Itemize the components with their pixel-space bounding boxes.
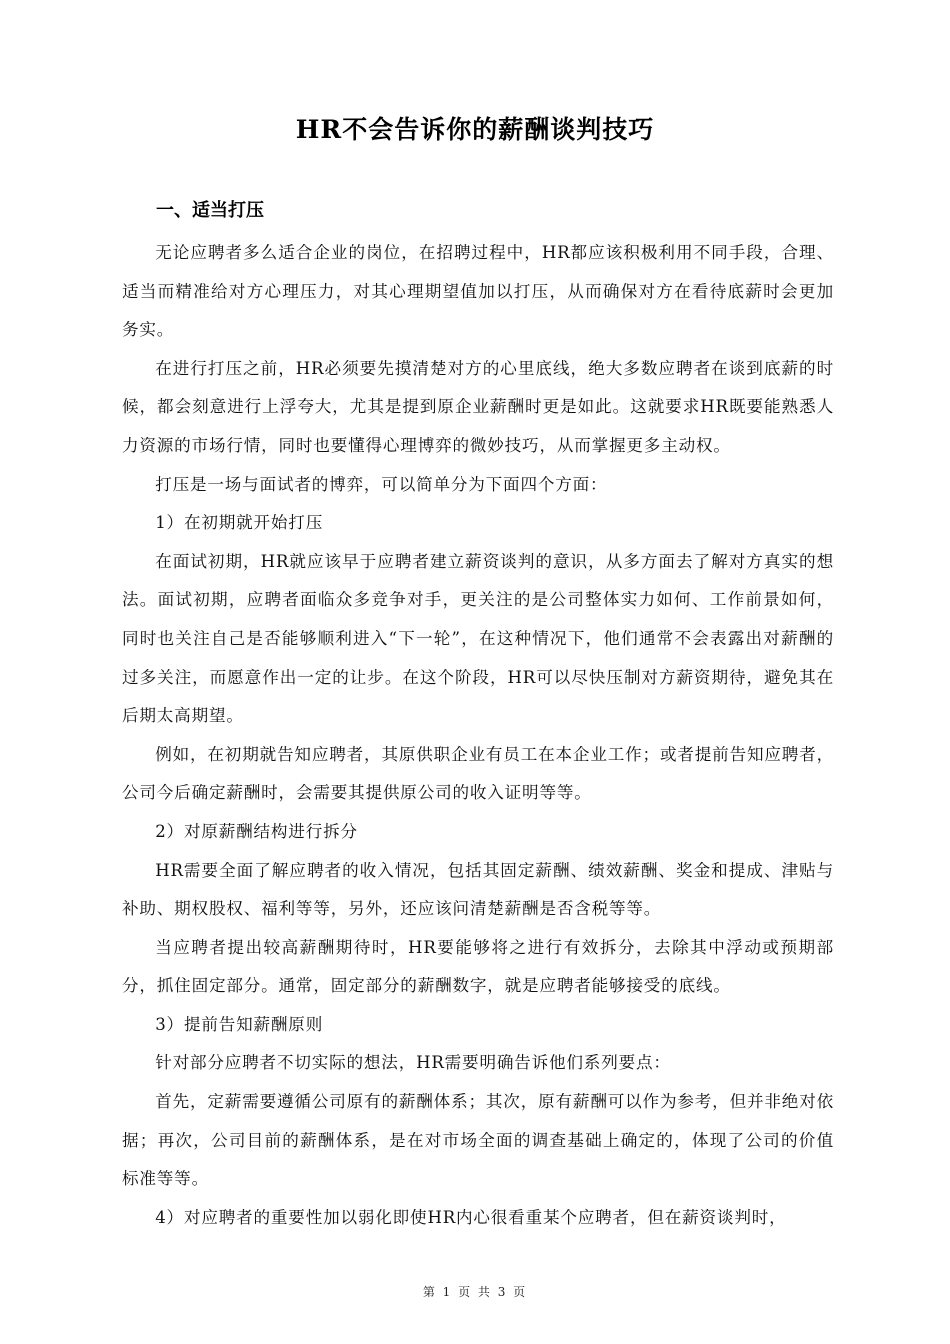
section-heading: 一、适当打压 xyxy=(156,200,264,221)
paragraph: 首先，定薪需要遵循公司原有的薪酬体系；其次，原有薪酬可以作为参考，但并非绝对依据；再次，公司目前的薪酬体系，是在对市场全面的调查基础上确定的，体现了公司的价值标准等等。 xyxy=(122,1092,834,1189)
paragraph: 当应聘者提出较高薪酬期待时，HR要能够将之进行有效拆分，去除其中浮动或预期部分，抓住固定部分。通常，固定部分的薪酬数字，就是应聘者能够接受的底线。 xyxy=(122,937,834,996)
paragraph: 在进行打压之前，HR必须要先摸清楚对方的心里底线，绝大多数应聘者在谈到底薪的时候，都会刻意进行上浮夸大，尤其是提到原企业薪酬时更是如此。这就要求HR既要能熟悉人力资源的市场行情，同时也要懂得心理博弈的微妙技巧，从而掌握更多主动权。 xyxy=(122,358,834,455)
document-title: HR不会告诉你的薪酬谈判技巧 xyxy=(295,115,655,144)
paragraph: 在面试初期，HR就应该早于应聘者建立薪资谈判的意识，从多方面去了解对方真实的想法。面试初期，应聘者面临众多竞争对手，更关注的是公司整体实力如何、工作前景如何，同时也关注自己是否能够顺利进入“下一轮”，在这种情况下，他们通常不会表露出对薪酬的过多关注，而愿意作出一定的让步。在这个阶段，HR可以尽快压制对方薪资期待，避免其在后期太高期望。 xyxy=(122,551,834,726)
paragraph: 针对部分应聘者不切实际的想法，HR需要明确告诉他们系列要点： xyxy=(155,1053,671,1073)
paragraph: 无论应聘者多么适合企业的岗位，在招聘过程中，HR都应该积极利用不同手段，合理、适当而精准给对方心理压力，对其心理期望值加以打压，从而确保对方在看待底薪时会更加务实。 xyxy=(122,243,834,340)
subheading: 3）提前告知薪酬原则 xyxy=(155,1014,324,1034)
subheading: 2）对原薪酬结构进行拆分 xyxy=(155,821,358,841)
page-footer: 第 1 页 共 3 页 xyxy=(422,1285,528,1299)
paragraph: 打压是一场与面试者的博弈，可以简单分为下面四个方面： xyxy=(155,474,608,494)
paragraph: 例如，在初期就告知应聘者，其原供职企业有员工在本企业工作；或者提前告知应聘者，公司今后确定薪酬时，会需要其提供原公司的收入证明等等。 xyxy=(122,744,834,803)
paragraph: 4）对应聘者的重要性加以弱化即使HR内心很看重某个应聘者，但在薪资谈判时， xyxy=(155,1207,787,1227)
document-body xyxy=(122,196,834,1237)
subheading: 1）在初期就开始打压 xyxy=(155,513,324,533)
paragraph: HR需要全面了解应聘者的收入情况，包括其固定薪酬、绩效薪酬、奖金和提成、津贴与补助、期权股权、福利等等，另外，还应该问清楚薪酬是否含税等等。 xyxy=(122,860,834,919)
